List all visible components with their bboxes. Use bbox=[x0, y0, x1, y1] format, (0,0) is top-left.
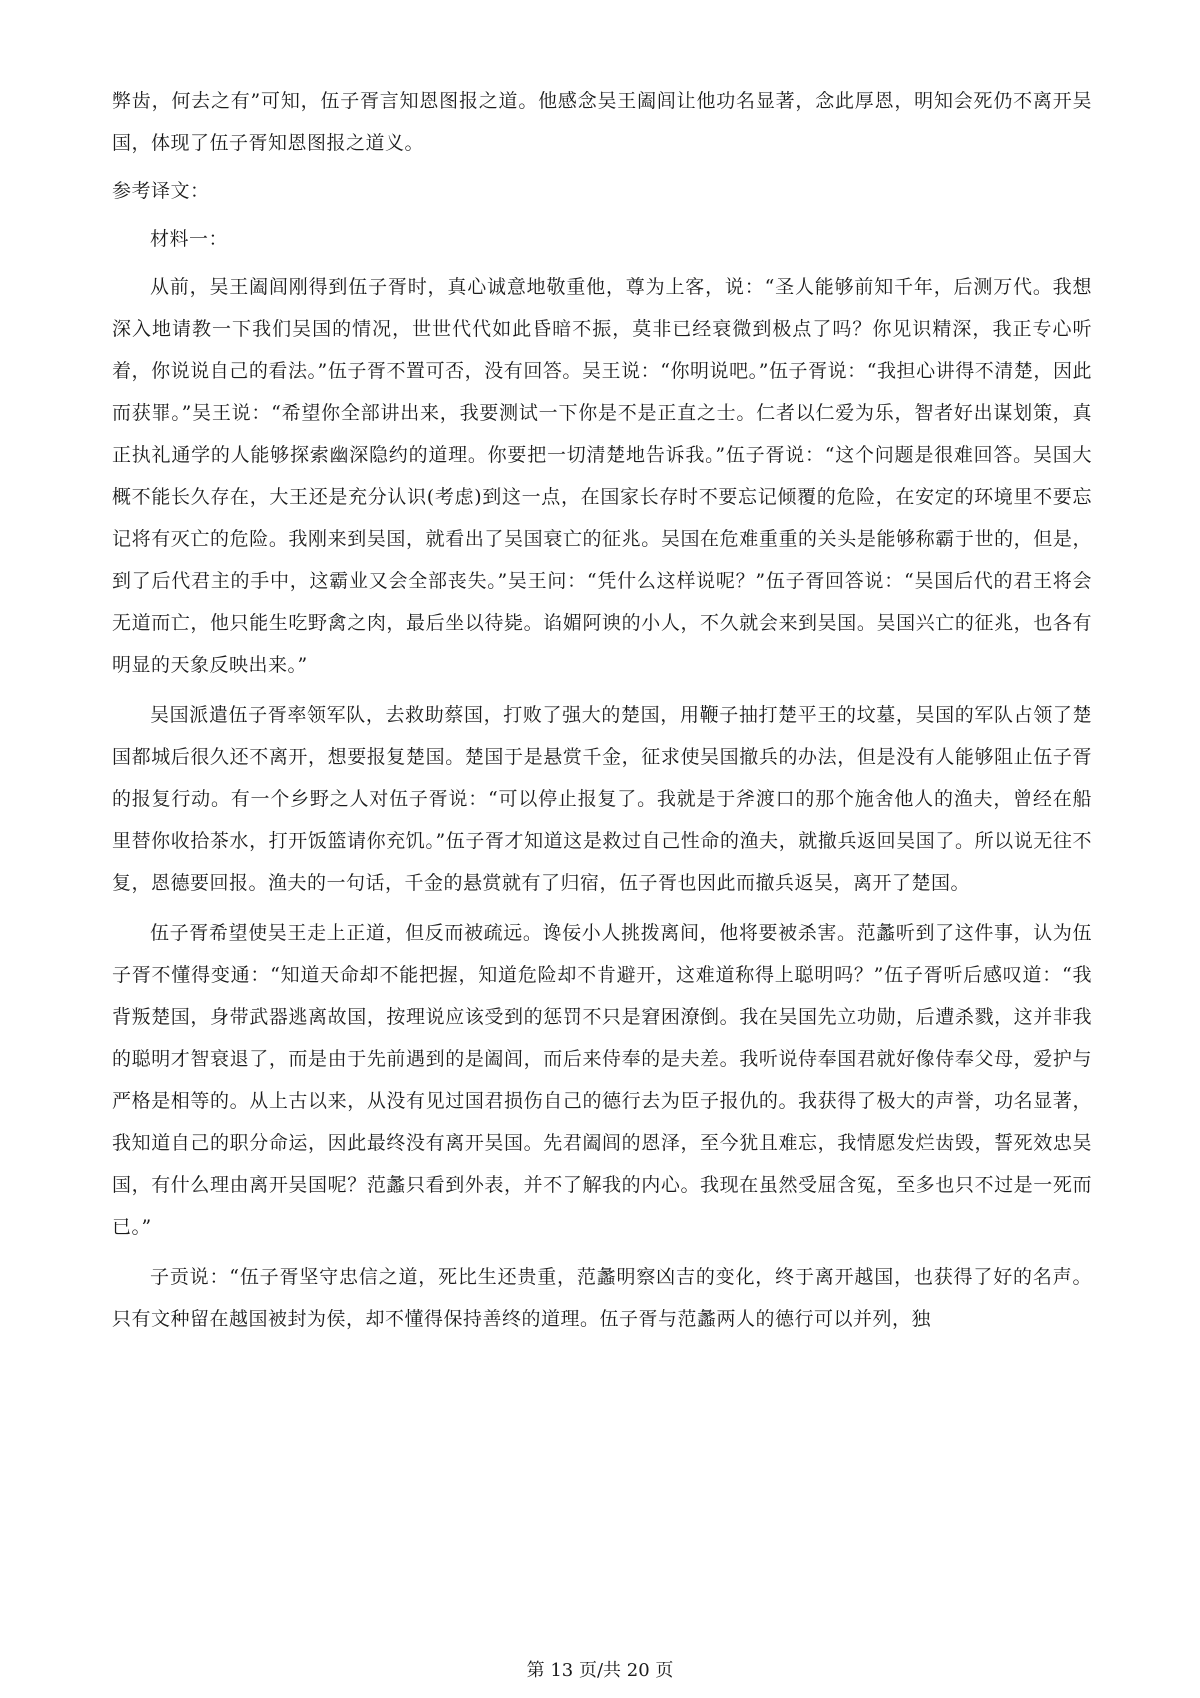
reference-translation-heading: 参考译文： bbox=[112, 180, 210, 202]
intro-paragraph: 弊齿，何去之有”可知，伍子胥言知恩图报之道。他感念吴王阖闾让他功名显著，念此厚恩，明知会死仍不离开吴国，体现了伍子胥知恩图报之道义。 bbox=[112, 90, 1092, 154]
paragraph-4: 子贡说：“伍子胥坚守忠信之道，死比生还贵重，范蠡明察凶吉的变化，终于离开越国，也获得了好的名声。只有文种留在越国被封为侯，却不懂得保持善终的道理。伍子胥与范蠡两人的德行可以并列，独 bbox=[112, 1266, 1092, 1330]
page-footer bbox=[0, 1656, 1200, 1682]
paragraph-1: 从前，吴王阖闾刚得到伍子胥时，真心诚意地敬重他，尊为上客，说：“圣人能够前知千年，后测万代。我想深入地请教一下我们吴国的情况，世世代代如此昏暗不振，莫非已经衰微到极点了吗？你见识精深，我正专心听着，你说说自己的看法。”伍子胥不置可否，没有回答。吴王说：“你明说吧。”伍子胥说：“我担心讲得不清楚，因此而获罪。”吴王说：“希望你全部讲出来，我要测试一下你是不是正直之士。仁者以仁爱为乐，智者好出谋划策，真正执礼通学的人能够探索幽深隐约的道理。你要把一切清楚地告诉我。”伍子胥说：“这个问题是很难回答。吴国大概不能长久存在，大王还是充分认识(考虑)到这一点，在国家长存时不要忘记倾覆的危险，在安定的环境里不要忘记将有灭亡的危险。我刚来到吴国，就看出了吴国衰亡的征兆。吴国在危难重重的关头是能够称霸于世的，但是，到了后代君主的手中，这霸业又会全部丧失。”吴王问：“凭什么这样说呢？”伍子胥回答说：“吴国后代的君王将会无道而亡，他只能生吃野禽之肉，最后坐以待毙。谄媚阿谀的小人，不久就会来到吴国。吴国兴亡的征兆，也各有明显的天象反映出来。” bbox=[112, 276, 1092, 676]
page-number: 第 13 页/共 20 页 bbox=[526, 1660, 674, 1681]
material-one-heading: 材料一： bbox=[150, 228, 229, 250]
paragraph-3: 伍子胥希望使吴王走上正道，但反而被疏远。谗佞小人挑拨离间，他将要被杀害。范蠡听到了这件事，认为伍子胥不懂得变通：“知道天命却不能把握，知道危险却不肯避开，这难道称得上聪明吗？”伍子胥听后感叹道：“我背叛楚国，身带武器逃离故国，按理说应该受到的惩罚不只是窘困潦倒。我在吴国先立功勋，后遭杀戮，这并非我的聪明才智衰退了，而是由于先前遇到的是阖闾，而后来侍奉的是夫差。我听说侍奉国君就好像侍奉父母，爱护与严格是相等的。从上古以来，从没有见过国君损伤自己的德行去为臣子报仇的。我获得了极大的声誉，功名显著，我知道自己的职分命运，因此最终没有离开吴国。先君阖闾的恩泽，至今犹且难忘，我情愿发烂齿毁，誓死效忠吴国，有什么理由离开吴国呢？范蠡只看到外表，并不了解我的内心。我现在虽然受屈含冤，至多也只不过是一死而已。” bbox=[112, 922, 1092, 1238]
document-body bbox=[112, 80, 1092, 1340]
paragraph-2: 吴国派遣伍子胥率领军队，去救助蔡国，打败了强大的楚国，用鞭子抽打楚平王的坟墓，吴国的军队占领了楚国都城后很久还不离开，想要报复楚国。楚国于是悬赏千金，征求使吴国撤兵的办法，但是没有人能够阻止伍子胥的报复行动。有一个乡野之人对伍子胥说：“可以停止报复了。我就是于斧渡口的那个施舍他人的渔夫，曾经在船里替你收拾茶水，打开饭篮请你充饥。”伍子胥才知道这是救过自己性命的渔夫，就撤兵返回吴国了。所以说无往不复，恩德要回报。渔夫的一句话，千金的悬赏就有了归宿，伍子胥也因此而撤兵返吴，离开了楚国。 bbox=[112, 704, 1092, 894]
